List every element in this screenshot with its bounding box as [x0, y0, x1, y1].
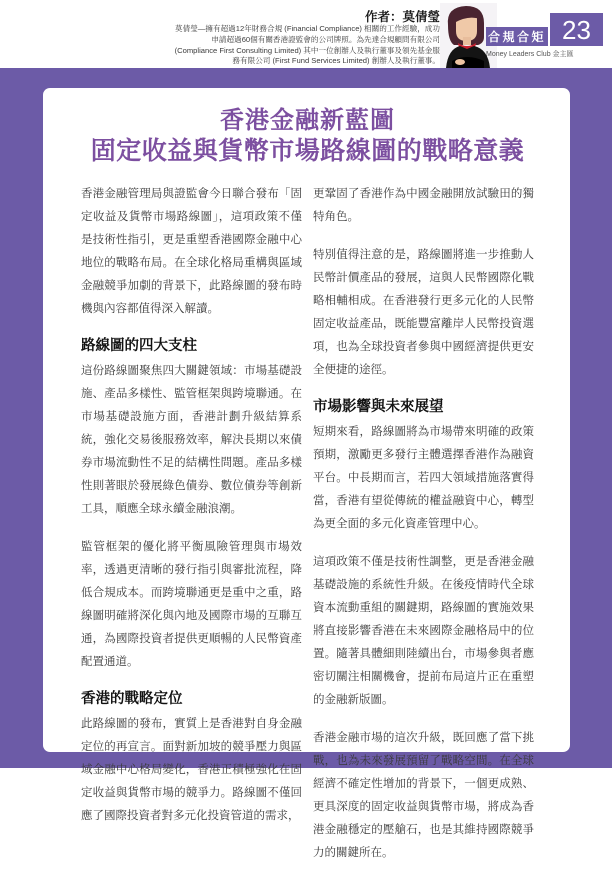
paragraph: 這項政策不僅是技術性調整，更是香港金融基礎設施的系統性升級。在後疫情時代全球資本流動重組的關鍵期，路線圖的實施效果將直接影響香港在未來國際金融格局中的位置。隨著具體細則陸續出台，市場參與者應密切關注相關機會，提前布局這片正在重塑的金融新版圖。	[313, 556, 534, 706]
article-columns	[81, 183, 534, 880]
paragraph: 香港金融市場的這次升級，既回應了當下挑戰，也為未來發展預留了戰略空間。在全球經濟不確定性增加的背景下，一個更成熟、更具深度的固定收益與貨幣市場，將成為香港金融穩定的壓艙石，也是其維持國際競爭力的關鍵所在。	[313, 732, 534, 859]
section-heading: 香港的戰略定位	[81, 691, 183, 707]
paragraph: 這份路線圖聚焦四大關鍵領域：市場基礎設施、產品多樣性、監管框架與跨境聯通。在市場基礎設施方面，香港計劃升級結算系統，強化交易後服務效率，解決長期以來債券市場流動性不足的結構性問題。產品多樣性則著眼於發展綠色債券、數位債券等創新工具，順應全球永續金融浪潮。	[81, 365, 302, 515]
article-title	[81, 106, 534, 167]
page-number: 23	[550, 13, 603, 46]
article-title-line2: 固定收益與貨幣市場路線圖的戰略意義	[90, 137, 525, 165]
paragraph: 特別值得注意的是，路線圖將進一步推動人民幣計價產品的發展，這與人民幣國際化戰略相輔相成。在香港發行更多元化的人民幣固定收益產品，既能豐富離岸人民幣投資選項，也為全球投資者參與中國經濟提供更安全便捷的途徑。	[313, 249, 534, 376]
article-card	[43, 88, 570, 859]
left-column	[81, 183, 302, 880]
paragraph: 此路線圖的發布，實質上是香港對自身金融定位的再宣言。面對新加坡的競爭壓力與區域金融中心格局變化，香港正積極強化在固定收益與貨幣市場的競爭力。路線圖不僅回應了國際投資者對多元化投資管道的需求，	[81, 718, 302, 822]
right-column	[313, 183, 534, 880]
issue-badge	[486, 13, 606, 59]
page-header	[0, 0, 612, 68]
author-bio: 莫倩瑩—擁有超過12年財務合規 (Financial Compliance) 相關的工作經驗，成功申請超過60個有關香港證監會的公司牌照。為先達合規顧問有限公司 (Compliance First Consulting Limited) 其中一位創辦人及執行董事及領先基金服務有限公司 (First Fund Services Limited) 創辦人及執行董事。	[174, 24, 440, 66]
paragraph: 監管框架的優化將平衡風險管理與市場效率，透過更清晰的發行指引與審批流程，降低合規成本。而跨境聯通更是重中之重，路線圖明確將深化與內地及國際市場的互聯互通，為國際投資者提供更順暢的人民幣資產配置通道。	[81, 541, 302, 668]
author-label: 作者：莫倩瑩	[364, 10, 440, 24]
paragraph: 短期來看，路線圖將為市場帶來明確的政策預期，激勵更多發行主體選擇香港作為融資平台。中長期而言，若四大領域措施落實得當，香港有望從傳統的權益融資中心，轉型為更全面的多元化資產管理中心。	[313, 426, 534, 530]
article-title-line1: 香港金融新藍圖	[220, 107, 395, 134]
paragraph: 香港金融管理局與證監會今日聯合發布「固定收益及貨幣市場路線圖」，這項政策不僅是技術性指引，更是重塑香港國際金融中心地位的戰略布局。在全球化格局重構與區域金融競爭加劇的背景下，此路線圖的發布時機與內容都值得深入解讀。	[81, 188, 302, 315]
paragraph: 更鞏固了香港作為中國金融開放試驗田的獨特角色。	[313, 188, 534, 223]
section-heading: 路線圖的四大支柱	[81, 338, 197, 354]
badge-title: 合規合矩	[486, 27, 548, 46]
section-heading: 市場影響與未來展望	[313, 399, 444, 415]
club-name: Money Leaders Club 金主匯	[486, 51, 574, 58]
